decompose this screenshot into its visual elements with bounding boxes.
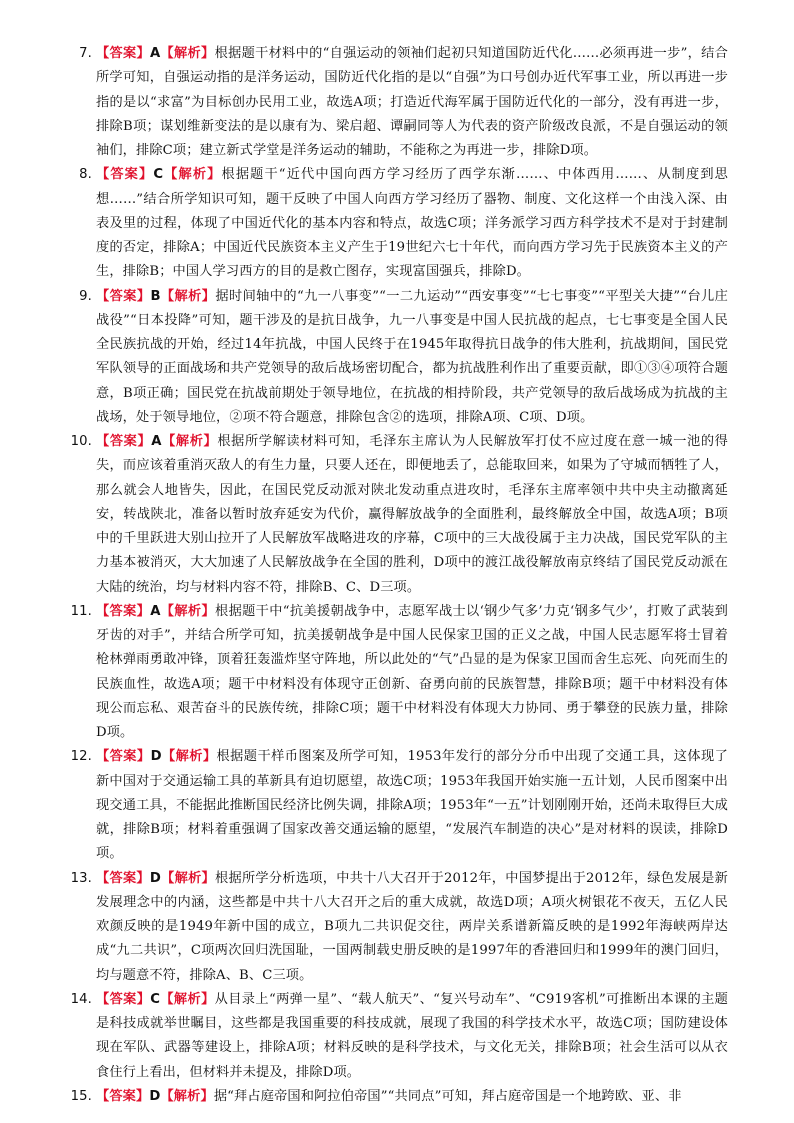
analysis-text: 根据所学解读材料可知，毛泽东主席认为人民解放军打仗不应过度在意一城一池的得失，而应该着重消灭敌人的有生力量，只要人还在，即便地丢了，总能取回来，如果为了守城而牺牲了人，那么就会人地皆失，因此，在国民党反动派对陕北发动重点进攻时，毛泽东主席率领中共中央主动撤离延安，转战陕北，准备以暂时放弃延安为代价，赢得解放战争的全面胜利，最终解放全中国，故选A项；B项中的千里跃进大别山拉开了人民解放军战略进攻的序幕，C项中的三大战役属于主力决战，国民党军队的主力基本被消灭，大大加速了人民解放战争在全国的胜利，D项中的渡江战役解放南京终结了国民党反动派在大陆的统治，均与材料内容不符，排除B、C、D三项。 bbox=[96, 434, 728, 595]
answer-tag: 【答案】 bbox=[96, 288, 151, 304]
answer-item bbox=[70, 988, 728, 1085]
question-number: 13. bbox=[70, 870, 92, 886]
analysis-tag: 【解析】 bbox=[160, 991, 215, 1007]
answer-letter: C bbox=[153, 167, 164, 183]
analysis-tag: 【解析】 bbox=[160, 46, 215, 61]
answer-item bbox=[70, 600, 729, 746]
answer-tag: 【答案】 bbox=[96, 46, 151, 61]
answer-letter: B bbox=[150, 288, 161, 304]
answer-tag: 【答案】 bbox=[96, 1088, 150, 1104]
answer-item bbox=[70, 430, 728, 600]
answer-list bbox=[70, 42, 729, 1109]
analysis-text: 从目录上“两弹一星”、“载人航天”、“复兴号动车”、“C919客机”可推断出本课的主题是科技成就举世瞩目，这些都是我国重要的科技成就，展现了我国的科学技术水平，故选C项；国防建设体现在军队、武器等建设上，排除A项；材料反映的是科学技术，与文化无关，排除B项；社会生活可以从衣食住行上看出，但材料并未提及，排除D项。 bbox=[96, 991, 728, 1080]
question-number: 7. bbox=[79, 46, 92, 61]
analysis-tag: 【解析】 bbox=[163, 167, 222, 183]
answer-letter: A bbox=[151, 434, 162, 449]
question-number: 9. bbox=[79, 288, 92, 304]
analysis-tag: 【解析】 bbox=[161, 749, 217, 765]
answer-tag: 【答案】 bbox=[96, 991, 151, 1007]
answer-item bbox=[79, 163, 728, 284]
answer-letter: A bbox=[150, 46, 161, 61]
analysis-text: 据时间轴中的“九一八事变”“一二九运动”“西安事变”“七七事变”“平型关大捷”“台儿庄战役”“日本投降”可知，题干涉及的是抗日战争，九一八事变是中国人民抗战的起点，七七事变是全国人民全民族抗战的开始，经过14年抗战，中国人民终于在1945年取得抗日战争的伟大胜利，抗战期间，国民党军队领导的正面战场和共产党领导的敌后战场密切配合，都为抗战胜利作出了重要贡献，即①③④项符合题意，B项正确；国民党在抗战前期处于领导地位，在抗战的相持阶段，共产党领导的敌后战场成为抗战的主战场，处于领导地位，②项不符合题意，排除包含②的选项，排除A项、C项、D项。 bbox=[96, 288, 728, 425]
analysis-tag: 【解析】 bbox=[161, 870, 216, 886]
analysis-text: 据“拜占庭帝国和阿拉伯帝国”“共同点”可知，拜占庭帝国是一个地跨欧、亚、非 bbox=[213, 1088, 682, 1104]
analysis-tag: 【解析】 bbox=[160, 603, 216, 619]
analysis-text: 根据题干样币图案及所学可知，1953年发行的部分分币中出现了交通工具，这体现了新中国对于交通运输工具的革新具有迫切愿望，故选C项；1953年我国开始实施一五计划，人民币图案中出现交通工具，不能据此推断国民经济比例失调，排除A项；1953年“一五”计划刚刚开始，还尚未取得巨大成就，排除B项；材料着重强调了国家改善交通运输的愿望，“发展汽车制造的决心”是对材料的误读，排除D项。 bbox=[96, 749, 728, 862]
analysis-text: 根据题干材料中的“自强运动的领袖们起初只知道国防近代化……必须再进一步”，结合所学可知，自强运动指的是洋务运动，国防近代化指的是以“自强”为口号创办近代军事工业，所以再进一步指的是以“求富”为目标创办民用工业，故选A项；打造近代海军属于国防近代化的一部分，没有再进一步，排除B项；谋划维新变法的是以康有为、梁启超、谭嗣同等人为代表的资产阶级改良派，不是自强运动的领袖们，排除C项；建立新式学堂是洋务运动的辅助，不能称之为再进一步，排除D项。 bbox=[96, 46, 728, 158]
answer-tag: 【答案】 bbox=[96, 870, 150, 886]
analysis-tag: 【解析】 bbox=[161, 434, 218, 449]
answer-tag: 【答案】 bbox=[96, 603, 151, 619]
answer-item bbox=[79, 42, 728, 163]
question-number: 14. bbox=[70, 991, 92, 1007]
answer-tag: 【答案】 bbox=[96, 434, 152, 449]
answer-item bbox=[70, 867, 728, 988]
answer-item bbox=[70, 745, 728, 866]
analysis-tag: 【解析】 bbox=[160, 1088, 214, 1104]
analysis-text: 根据所学分析选项，中共十八大召开于2012年，中国梦提出于2012年，绿色发展是新发展理念中的内涵，这些都是中共十八大召开之后的重大成就，故选D项；A项火树银花不夜天，五亿人民欢颜反映的是1949年新中国的成立，B项九二共识促交往，两岸关系谱新篇反映的是1992年海峡两岸达成“九二共识”，C项两次回归洗国耻，一国两制载史册反映的是1997年的香港回归和1999年的澳门回归，均与题意不符，排除A、B、C三项。 bbox=[96, 870, 728, 983]
question-number: 12. bbox=[70, 749, 92, 765]
analysis-text: 根据题干中“抗美援朝战争中，志愿军战士以‘钢少气多’力克‘钢多气少’，打败了武装到牙齿的对手”，并结合所学可知，抗美援朝战争是中国人民保家卫国的正义之战，中国人民志愿军将士冒着枪林弹雨勇敢冲锋，顶着狂轰滥炸坚守阵地，所以此处的“气”凸显的是为保家卫国而舍生忘死、向死而生的民族血性，故选A项；题干中材料没有体现守正创新、奋勇向前的民族智慧，排除B项；题干中材料没有体现公而忘私、艰苦奋斗的民族传统，排除C项；题干中材料没有体现大力协同、勇于攀登的民族力量，排除D项。 bbox=[96, 603, 729, 740]
analysis-text: 根据题干“近代中国向西方学习经历了西学东渐……、中体西用……、从制度到思想……”结合所学知识可知，题干反映了中国人向西方学习经历了器物、制度、文化这样一个由浅入深、由表及里的过程，体现了中国近代化的基本内容和特点，故选C项；洋务派学习西方科学技术不是对于封建制度的否定，排除A；中国近代民族资本主义产生于19世纪六七十年代，而向西方学习先于民族资本主义的产生，排除B；中国人学习西方的目的是救亡图存，实现富国强兵，排除D。 bbox=[96, 167, 728, 280]
answer-letter: A bbox=[150, 603, 161, 619]
answer-letter: C bbox=[150, 991, 161, 1007]
question-number: 8. bbox=[79, 167, 92, 183]
answer-item bbox=[70, 1085, 728, 1109]
answer-item bbox=[79, 285, 728, 431]
question-number: 15. bbox=[70, 1088, 92, 1104]
answer-tag: 【答案】 bbox=[96, 749, 151, 765]
analysis-tag: 【解析】 bbox=[160, 288, 216, 304]
answer-letter: D bbox=[149, 1088, 161, 1104]
question-number: 10. bbox=[70, 434, 92, 449]
answer-tag: 【答案】 bbox=[96, 167, 154, 183]
answer-letter: D bbox=[149, 870, 161, 886]
question-number: 11. bbox=[70, 603, 92, 619]
answer-letter: D bbox=[150, 749, 162, 765]
